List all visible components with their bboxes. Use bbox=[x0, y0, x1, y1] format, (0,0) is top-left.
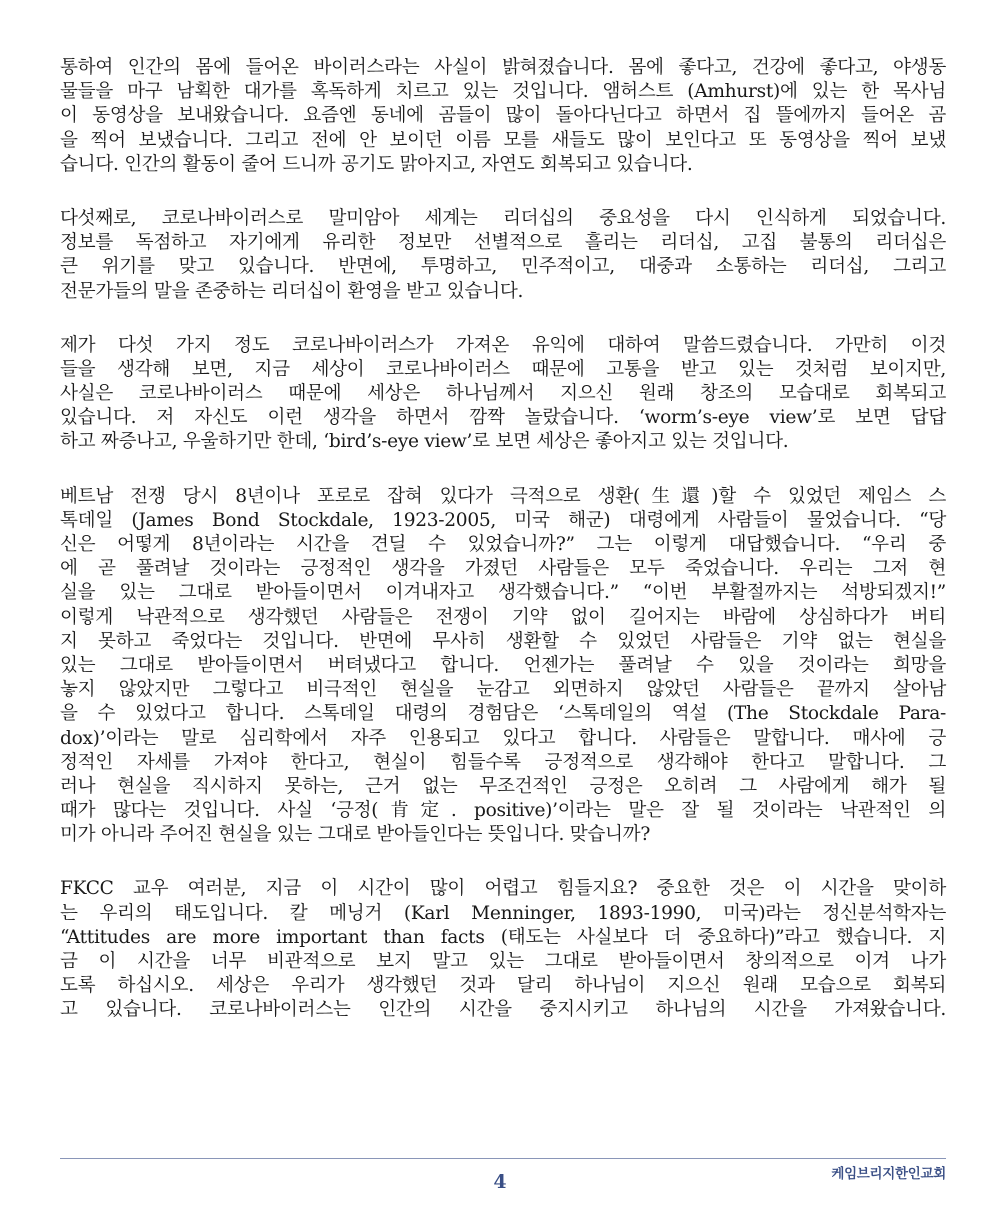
text-line: 놓지 않았지만 그렇다고 비극적인 현실을 눈감고 외면하지 않았던 사람들은 끝까지 살아남 bbox=[60, 679, 946, 701]
text-line: 전문가들의 말을 존중하는 리더십이 환영을 받고 있습니다. bbox=[60, 280, 524, 302]
text-line: 통하여 인간의 몸에 들어온 바이러스라는 사실이 밝혀졌습니다. 몸에 좋다고, 건강에 좋다고, 야생동 bbox=[60, 57, 946, 78]
text-line: 실을 있는 그대로 받아들이면서 이겨내자고 생각했습니다.” “이번 부활절까지는 석방되겠지!” bbox=[60, 582, 946, 604]
text-line: 제가 다섯 가지 정도 코로나바이러스가 가져온 유익에 대하여 말씀드렸습니다. 가만히 이것 bbox=[60, 334, 946, 356]
text-line: dox)’이라는 말로 심리학에서 자주 인용되고 있다고 합니다. 사람들은 말합니다. 매사에 긍 bbox=[60, 727, 946, 749]
text-line: 다섯째로, 코로나바이러스로 말미암아 세계는 리더십의 중요성을 다시 인식하게 되었습니다. bbox=[60, 207, 946, 229]
footer-divider bbox=[60, 1158, 946, 1159]
text-line: 베트남 전쟁 당시 8년이나 포로로 잡혀 있다가 극적으로 생환(生還)할 수 있었던 제임스 스 bbox=[60, 485, 946, 507]
text-line: 습니다. 인간의 활동이 줄어 드니까 공기도 맑아지고, 자연도 회복되고 있습니다. bbox=[60, 153, 693, 175]
text-line: 을 찍어 보냈습니다. 그리고 전에 안 보이던 이름 모를 새들도 많이 보인다고 또 동영상을 찍어 보냈 bbox=[60, 129, 946, 151]
paragraph bbox=[60, 56, 946, 177]
text-line: 이 동영상을 보내왔습니다. 요즘엔 동네에 곰들이 많이 돌아다닌다고 하면서 집 뜰에까지 들어온 곰 bbox=[60, 105, 946, 127]
paragraph bbox=[60, 207, 946, 304]
text-line: 물들을 마구 남획한 대가를 혹독하게 치르고 있는 것입니다. 앰허스트 (Amhurst)에 있는 한 목사님 bbox=[60, 81, 946, 103]
text-line: 톡데일 (James Bond Stockdale, 1923-2005, 미국 해군) 대령에게 사람들이 물었습니다. “당 bbox=[60, 509, 946, 531]
text-line: 큰 위기를 맞고 있습니다. 반면에, 투명하고, 민주적이고, 대중과 소통하는 리더십, 그리고 bbox=[60, 256, 946, 278]
text-line: FKCC 교우 여러분, 지금 이 시간이 많이 어렵고 힘들지요? 중요한 것은 이 시간을 맞이하 bbox=[60, 878, 946, 900]
text-line: 하고 짜증나고, 우울하기만 한데, ‘bird’s-eye view’로 보면 세상은 좋아지고 있는 것입니다. bbox=[60, 431, 789, 453]
text-line: 미가 아니라 주어진 현실을 있는 그대로 받아들인다는 뜻입니다. 맞습니까? bbox=[60, 824, 651, 846]
text-line: 러나 현실을 직시하지 못하는, 근거 없는 무조건적인 긍정은 오히려 그 사람에게 해가 될 bbox=[60, 775, 946, 797]
text-line: 도록 하십시오. 세상은 우리가 생각했던 것과 달리 하나님이 지으신 원래 모습으로 회복되 bbox=[60, 975, 946, 997]
text-line: 사실은 코로나바이러스 때문에 세상은 하나님께서 지으신 원래 창조의 모습대로 회복되고 bbox=[60, 383, 946, 405]
text-line: 는 우리의 태도입니다. 칼 메닝거 (Karl Menninger, 1893-1990, 미국)라는 정신분석학자는 bbox=[60, 902, 946, 924]
church-name: 케임브리지한인교회 bbox=[831, 1166, 946, 1182]
text-line: 정적인 자세를 가져야 한다고, 현실이 힘들수록 긍정적으로 생각해야 한다고 말합니다. 그 bbox=[60, 751, 946, 773]
text-line: 들을 생각해 보면, 지금 세상이 코로나바이러스 때문에 고통을 받고 있는 것처럼 보이지만, bbox=[60, 358, 946, 380]
text-line: 정보를 독점하고 자기에게 유리한 정보만 선별적으로 흘리는 리더십, 고집 불통의 리더십은 bbox=[60, 232, 946, 254]
paragraph bbox=[60, 877, 946, 1022]
text-line: 을 수 있었다고 합니다. 스톡데일 대령의 경험담은 ‘스톡데일의 역설 (The Stockdale Para- bbox=[60, 703, 946, 725]
text-line: 신은 어떻게 8년이라는 시간을 견딜 수 있었습니까?” 그는 이렇게 대답했습니다. “우리 중 bbox=[60, 534, 946, 555]
text-line: 있습니다. 저 자신도 이런 생각을 하면서 깜짝 놀랐습니다. ‘worm’s-eye view’로 보면 답답 bbox=[60, 407, 946, 429]
text-line: 있는 그대로 받아들이면서 버텨냈다고 합니다. 언젠가는 풀려날 수 있을 것이라는 희망을 bbox=[60, 654, 946, 676]
text-line: 이렇게 낙관적으로 생각했던 사람들은 전쟁이 기약 없이 길어지는 바람에 상심하다가 버티 bbox=[60, 606, 946, 628]
page-number: 4 bbox=[493, 1171, 507, 1193]
document-body bbox=[60, 56, 946, 1053]
text-line: 금 이 시간을 너무 비관적으로 보지 말고 있는 그대로 받아들이면서 창의적으로 이겨 나가 bbox=[60, 951, 946, 972]
paragraph bbox=[60, 485, 946, 848]
text-line: 에 곧 풀려날 것이라는 긍정적인 생각을 가졌던 사람들은 모두 죽었습니다. 우리는 그저 현 bbox=[60, 558, 946, 580]
text-line: 고 있습니다. 코로나바이러스는 인간의 시간을 중지시키고 하나님의 시간을 가져왔습니다. bbox=[60, 999, 946, 1021]
text-line: “Attitudes are more important than facts (태도는 사실보다 더 중요하다)”라고 했습니다. 지 bbox=[60, 926, 946, 948]
paragraph bbox=[60, 334, 946, 455]
text-line: 때가 많다는 것입니다. 사실 ‘긍정(肯定. positive)’이라는 말은 잘 될 것이라는 낙관적인 의 bbox=[60, 800, 946, 822]
text-line: 지 못하고 죽었다는 것입니다. 반면에 무사히 생환할 수 있었던 사람들은 기약 없는 현실을 bbox=[60, 630, 946, 652]
